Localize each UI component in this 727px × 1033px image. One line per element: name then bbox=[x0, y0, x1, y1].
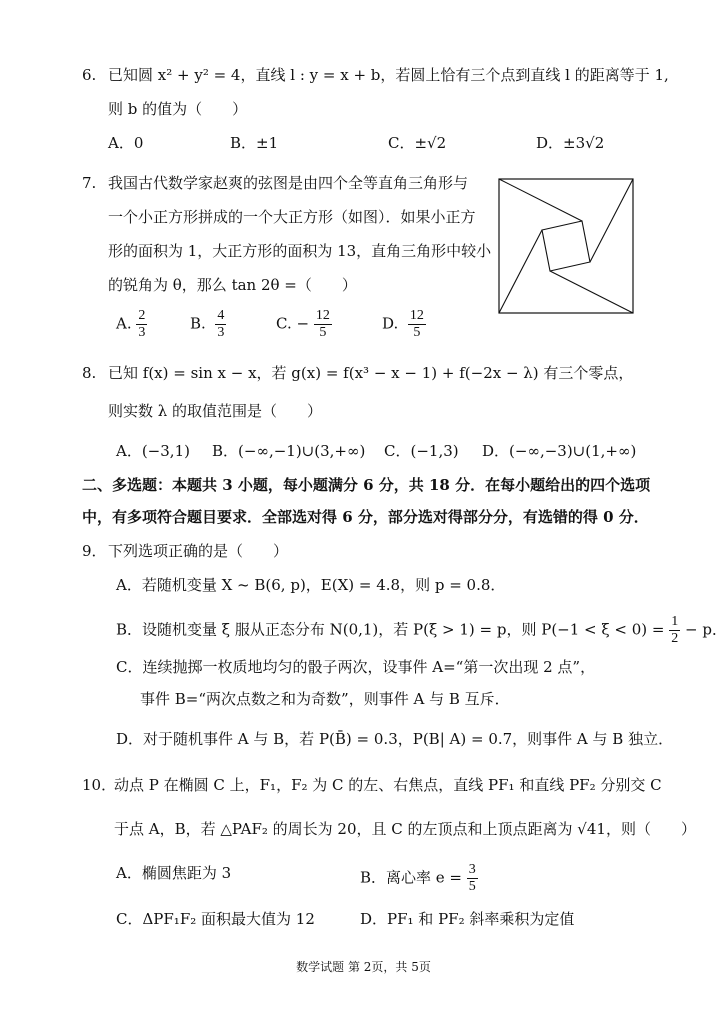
section-header-line-2: 中，有多项符合题目要求．全部选对得 6 分，部分选对得部分分，有选错的得 0 分． bbox=[82, 508, 649, 526]
q9-option-b-fraction bbox=[669, 614, 680, 647]
q10-option-b-fraction bbox=[467, 862, 478, 895]
q7-option-d-fraction bbox=[408, 308, 426, 341]
q8-option-c: C．(−1,3) bbox=[384, 442, 459, 460]
q9-number: 9． bbox=[82, 542, 107, 560]
q8-option-d: D．(−∞,−3)∪(1,+∞) bbox=[482, 442, 637, 460]
triangle-edge-1 bbox=[499, 179, 582, 221]
q10-b-den: 5 bbox=[468, 879, 476, 894]
q7-c-num: 12 bbox=[315, 308, 330, 323]
q7-c-den: 5 bbox=[319, 325, 327, 340]
q7-stem-2: 一个小正方形拼成的一个大正方形（如图）．如果小正方 bbox=[108, 208, 476, 226]
q7-b-num: 4 bbox=[217, 308, 225, 323]
q7-option-c bbox=[276, 308, 332, 341]
q10-option-a: A．椭圆焦距为 3 bbox=[116, 864, 232, 882]
q10-option-d: D．PF₁ 和 PF₂ 斜率乘积为定值 bbox=[360, 910, 575, 928]
q6-option-b: B．±1 bbox=[230, 134, 279, 152]
q9-b-num: 1 bbox=[671, 614, 679, 629]
q7-a-den: 3 bbox=[138, 325, 146, 340]
q7-option-d-label: D. bbox=[382, 314, 399, 333]
q7-option-b-fraction bbox=[215, 308, 226, 341]
q7-option-d bbox=[382, 308, 426, 341]
q7-option-c-label: C. bbox=[276, 314, 292, 333]
q6-option-c: C．±√2 bbox=[388, 134, 447, 152]
q10-stem: 动点 P 在椭圆 C 上，F₁，F₂ 为 C 的左、右焦点，直线 PF₁ 和直线 PF₂ 分别交 C bbox=[114, 776, 662, 794]
q9-option-c: C．连续抛掷一枚质地均匀的骰子两次，设事件 A=“第一次出现 2 点”， bbox=[116, 658, 596, 676]
q10-number: 10． bbox=[82, 776, 117, 794]
q6-option-d: D．±3√2 bbox=[536, 134, 605, 152]
q8-stem: 已知 f(x) = sin x − x，若 g(x) = f(x³ − x − 1) + f(−2x − λ) 有三个零点， bbox=[108, 364, 634, 382]
q6-number: 6. bbox=[82, 66, 97, 84]
q7-option-b-label: B. bbox=[190, 314, 206, 333]
section-header-line-1: 二、多选题：本题共 3 小题，每小题满分 6 分，共 18 分．在每小题给出的四个选项 bbox=[82, 476, 651, 494]
q9-b-den: 2 bbox=[671, 631, 679, 646]
q7-option-a-fraction bbox=[136, 308, 147, 341]
triangle-edge-3 bbox=[550, 271, 633, 313]
q7-d-den: 5 bbox=[413, 325, 421, 340]
q7-a-num: 2 bbox=[138, 308, 146, 323]
zhao-shuang-diagram bbox=[498, 178, 634, 314]
q9-option-d: D．对于随机事件 A 与 B，若 P(B̄) = 0.3，P(B| A) = 0.7，则事件 A 与 B 独立． bbox=[116, 730, 674, 748]
q10-b-num: 3 bbox=[468, 862, 476, 877]
q7-option-b bbox=[190, 308, 226, 341]
q6-option-a: A．0 bbox=[108, 134, 144, 152]
q10-option-b-text: B．离心率 e = bbox=[360, 868, 463, 887]
triangle-edge-2 bbox=[590, 179, 633, 262]
q9-option-a: A．若随机变量 X ~ B(6, p)，E(X) = 4.8，则 p = 0.8． bbox=[116, 576, 506, 594]
q9-option-b-text: B．设随机变量 ξ 服从正态分布 N(0,1)，若 P(ξ > 1) = p，则 P(−1 < ξ < 0) = bbox=[116, 620, 665, 639]
q9-option-b-tail: − p． bbox=[685, 620, 727, 639]
q7-b-den: 3 bbox=[217, 325, 225, 340]
q7-option-a-label: A. bbox=[116, 314, 132, 333]
triangle-edge-4 bbox=[499, 230, 542, 313]
q7-option-c-fraction bbox=[314, 308, 332, 341]
q7-option-a bbox=[116, 308, 147, 341]
q7-stem-3: 形的面积为 1，大正方形的面积为 13，直角三角形中较小 bbox=[108, 242, 492, 260]
q7-option-c-sign: − bbox=[296, 314, 310, 333]
inner-square bbox=[542, 221, 590, 271]
q6-stem-2: 则 b 的值为（ ） bbox=[108, 100, 248, 118]
q9-option-c-2: 事件 B=“两次点数之和为奇数”，则事件 A 与 B 互斥． bbox=[140, 690, 510, 708]
q7-stem-1: 我国古代数学家赵爽的弦图是由四个全等直角三角形与 bbox=[108, 174, 469, 192]
outer-square bbox=[499, 179, 633, 313]
page-footer: 数学试题 第 2页，共 5页 bbox=[296, 960, 431, 974]
q9-option-b bbox=[116, 614, 727, 647]
q9-stem: 下列选项正确的是（ ） bbox=[108, 542, 289, 560]
q7-stem-4: 的锐角为 θ，那么 tan 2θ =（ ） bbox=[108, 276, 357, 294]
q8-number: 8. bbox=[82, 364, 97, 382]
q6-stem: 已知圆 x² + y² = 4，直线 l : y = x + b，若圆上恰有三个点到直线 l 的距离等于 1, bbox=[108, 66, 669, 84]
q8-option-a: A．(−3,1) bbox=[116, 442, 190, 460]
q10-option-b bbox=[360, 862, 478, 895]
q8-stem-2: 则实数 λ 的取值范围是（ ） bbox=[108, 402, 323, 420]
q10-option-c: C．ΔPF₁F₂ 面积最大值为 12 bbox=[116, 910, 315, 928]
q7-number: 7. bbox=[82, 174, 97, 192]
q10-stem-2: 于点 A，B，若 △PAF₂ 的周长为 20，且 C 的左顶点和上顶点距离为 √41，则（ ） bbox=[114, 820, 696, 838]
q8-option-b: B．(−∞,−1)∪(3,+∞) bbox=[212, 442, 366, 460]
q7-d-num: 12 bbox=[409, 308, 424, 323]
